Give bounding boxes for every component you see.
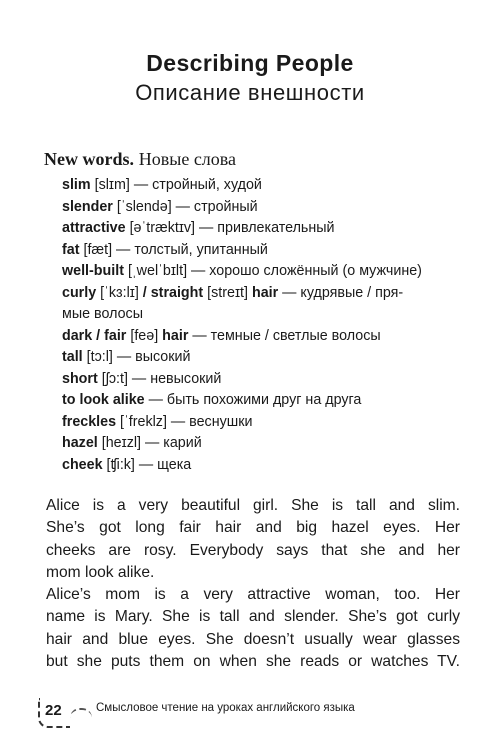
vocab-word: slim	[62, 177, 91, 193]
vocab-item	[62, 283, 482, 305]
vocab-item	[62, 369, 482, 391]
vocab-word: to look alike	[62, 392, 145, 408]
vocab-item	[62, 433, 482, 455]
vocab-definition: — веснушки	[166, 413, 253, 430]
vocab-definition: — щека	[134, 456, 192, 473]
vocab-item	[62, 218, 482, 240]
vocab-transcription: [tɔ:l]	[86, 349, 113, 365]
vocab-item	[62, 412, 482, 434]
vocab-definition: — высокий	[112, 349, 191, 365]
page-number-badge	[38, 698, 70, 728]
vocab-definition: — темные / светлые волосы	[188, 327, 381, 344]
vocab-transcription: [ˈkɜ:lɪ]	[100, 284, 139, 301]
vocab-item	[62, 390, 482, 412]
vocab-word: freckles	[62, 413, 117, 430]
vocab-word: cheek	[62, 456, 103, 473]
page-number: 22	[45, 702, 62, 719]
text-line: cheeks are rosy. Everybody says that she and her	[46, 541, 460, 559]
vocab-definition: — стройный	[171, 198, 258, 215]
text-line: name is Mary. She is tall and slender. She’s got curly	[46, 608, 460, 626]
vocab-word: short	[62, 370, 98, 387]
page-subtitle: Описание внешности	[135, 80, 365, 105]
reading-text	[46, 495, 460, 673]
vocab-transcription: [ʃɔ:t]	[101, 370, 128, 387]
vocab-transcription: [ʧi:k]	[106, 456, 135, 473]
vocab-item-continuation	[62, 304, 482, 326]
vocab-transcription: [heɪzl]	[101, 435, 142, 451]
footer-dashed-arc	[70, 708, 92, 720]
vocab-item	[62, 326, 482, 348]
vocab-transcription: [ˈfreklz]	[120, 413, 167, 430]
vocab-transcription: [slɪm]	[94, 177, 130, 193]
text-line: Alice is a very beautiful girl. She is tall and slim.	[46, 497, 460, 514]
vocab-definition: — карий	[141, 435, 202, 451]
vocab-word: hair	[158, 327, 189, 344]
vocab-word: dark / fair	[62, 327, 127, 344]
vocab-item	[62, 347, 482, 369]
vocab-transcription: [ˈslendə]	[116, 198, 172, 215]
vocab-item	[62, 240, 482, 262]
vocab-transcription: [feə]	[130, 327, 159, 344]
vocab-definition: — кудрявые / пря-	[278, 284, 404, 301]
vocab-definition: — привлекательный	[195, 220, 335, 236]
vocab-transcription: [streɪt]	[207, 284, 248, 301]
text-line: mom look alike.	[46, 563, 155, 581]
footer-text: Смысловое чтение на уроках английского языка	[96, 702, 355, 714]
page-title: Describing People	[146, 50, 354, 76]
vocab-word: well-built	[62, 263, 124, 279]
vocab-definition: — быть похожими друг на друга	[144, 392, 362, 408]
vocab-definition: мые волосы	[62, 306, 143, 322]
new-words-label-ru: Новые слова	[138, 149, 237, 169]
vocabulary-list	[62, 175, 482, 476]
text-line: Alice’s mom is a very attractive woman, too. Her	[46, 586, 460, 604]
vocab-word: tall	[62, 349, 83, 365]
vocab-word: slender	[62, 198, 113, 215]
new-words-label: New words.	[44, 149, 134, 169]
vocab-item	[62, 455, 482, 477]
vocab-item	[62, 197, 482, 219]
vocab-word: hair	[247, 284, 279, 301]
vocab-definition: — хорошо сложённый (о мужчине)	[187, 263, 422, 279]
section-heading	[44, 149, 236, 170]
text-line: She’s got long fair hair and big hazel eyes. Her	[46, 519, 460, 537]
vocab-word: attractive	[62, 220, 126, 236]
vocab-word: / straight	[138, 284, 208, 301]
vocab-word: curly	[62, 284, 97, 301]
vocab-definition: — толстый, упитанный	[112, 241, 268, 258]
vocab-transcription: [fæt]	[83, 241, 113, 258]
vocab-word: fat	[62, 241, 80, 258]
vocab-word: hazel	[62, 435, 98, 451]
text-line: hair and blue eyes. She doesn’t usually wear glasses	[46, 630, 460, 648]
vocab-item	[62, 175, 482, 197]
vocab-transcription: [əˈtræktɪv]	[129, 220, 196, 236]
vocab-definition: — невысокий	[127, 370, 222, 387]
vocab-definition: — стройный, худой	[129, 177, 262, 193]
vocab-item	[62, 261, 482, 283]
vocab-transcription: [ˌwelˈbɪlt]	[127, 263, 188, 279]
text-line: but she puts them on when she reads or watches TV.	[46, 653, 460, 671]
